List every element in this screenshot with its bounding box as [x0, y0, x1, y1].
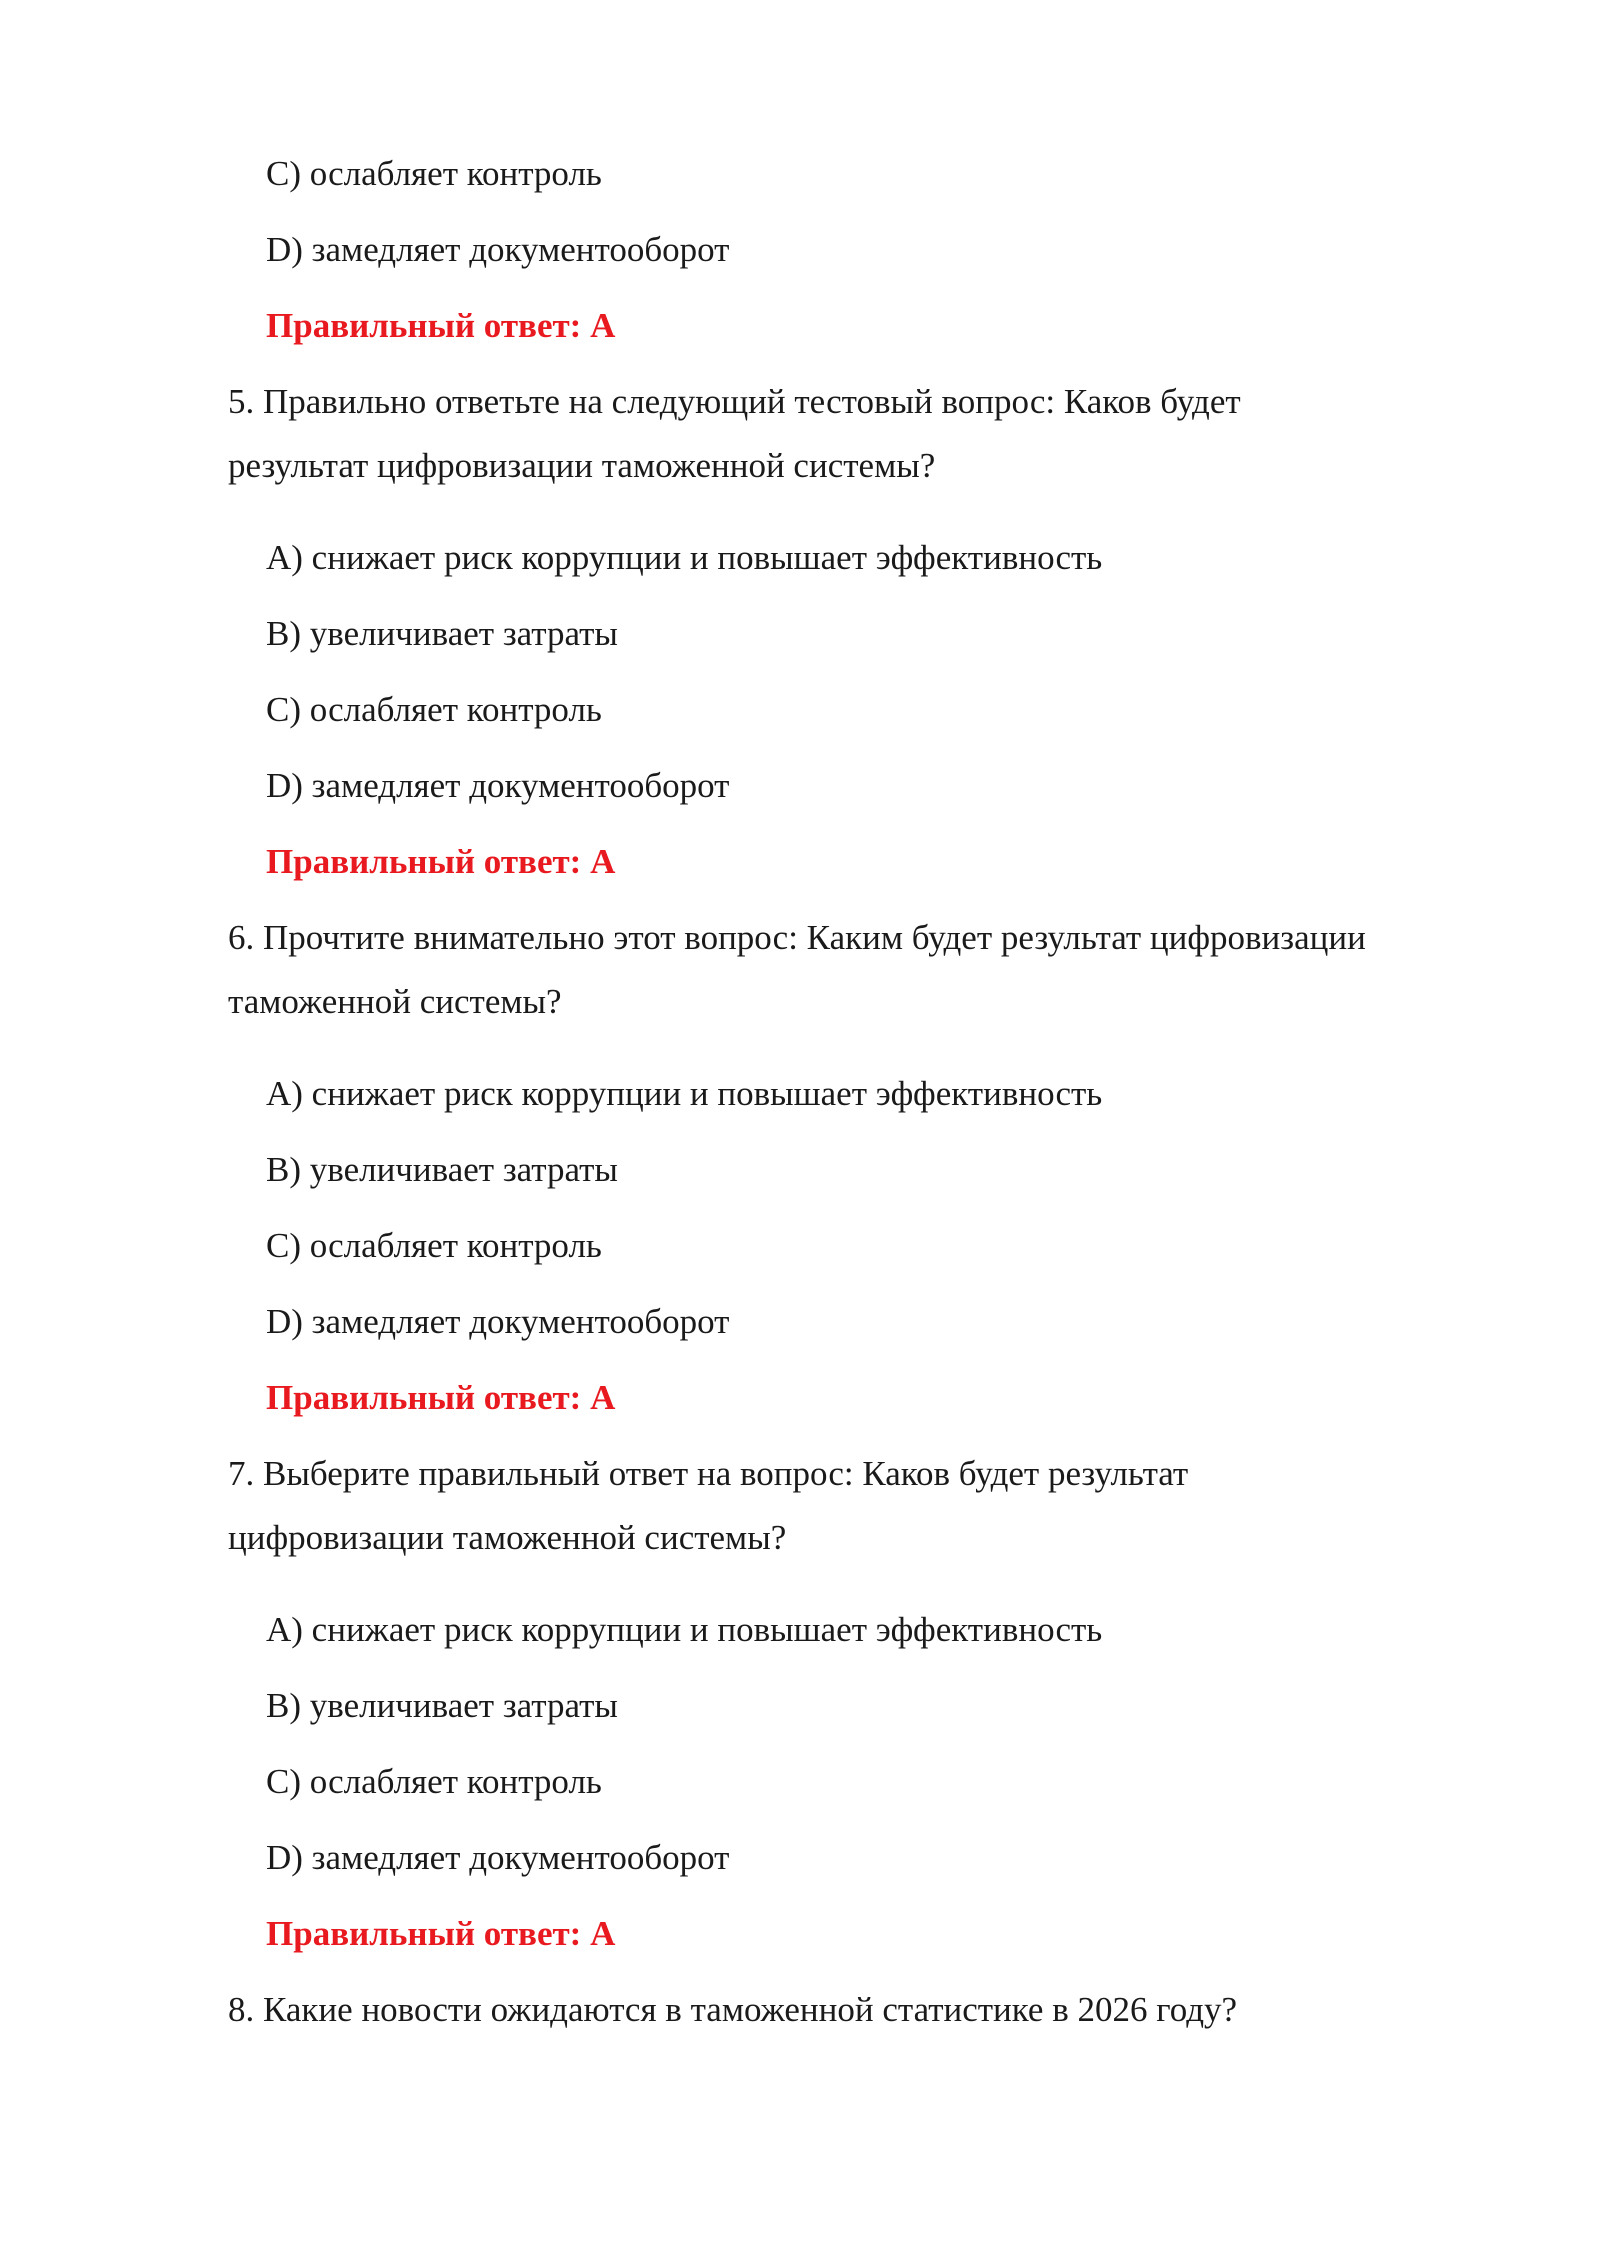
question-7-line-2: цифровизации таможенной системы?: [228, 1518, 787, 1557]
question-5-line-1: 5. Правильно ответьте на следующий тестовый вопрос: Каков будет: [228, 382, 1241, 421]
correct-answer: Правильный ответ: A: [266, 306, 616, 345]
question-7-option-d: D) замедляет документооборот: [266, 1838, 730, 1877]
question-6-line-1: 6. Прочтите внимательно этот вопрос: Каким будет результат цифровизации: [228, 918, 1366, 957]
question-7-line-1: 7. Выберите правильный ответ на вопрос: Каков будет результат: [228, 1454, 1189, 1493]
question-5-option-d: D) замедляет документооборот: [266, 766, 730, 805]
question-7-option-c: C) ослабляет контроль: [266, 1762, 602, 1801]
question-6-option-b: B) увеличивает затраты: [266, 1150, 618, 1189]
question-7-correct-answer: Правильный ответ: A: [266, 1914, 616, 1953]
question-7-option-a: A) снижает риск коррупции и повышает эффективность: [266, 1610, 1103, 1649]
question-5-option-a: A) снижает риск коррупции и повышает эффективность: [266, 538, 1103, 577]
question-5-option-c: C) ослабляет контроль: [266, 690, 602, 729]
question-6-option-c: C) ослабляет контроль: [266, 1226, 602, 1265]
question-6-option-d: D) замедляет документооборот: [266, 1302, 730, 1341]
option-c: C) ослабляет контроль: [266, 154, 602, 193]
question-5-option-b: B) увеличивает затраты: [266, 614, 618, 653]
question-6-correct-answer: Правильный ответ: A: [266, 1378, 616, 1417]
question-5-line-2: результат цифровизации таможенной системы?: [228, 446, 936, 485]
question-6-option-a: A) снижает риск коррупции и повышает эффективность: [266, 1074, 1103, 1113]
question-5-correct-answer: Правильный ответ: A: [266, 842, 616, 881]
option-d: D) замедляет документооборот: [266, 230, 730, 269]
question-6-line-2: таможенной системы?: [228, 982, 562, 1021]
question-7-option-b: B) увеличивает затраты: [266, 1686, 618, 1725]
question-8-line-1: 8. Какие новости ожидаются в таможенной статистике в 2026 году?: [228, 1990, 1238, 2029]
